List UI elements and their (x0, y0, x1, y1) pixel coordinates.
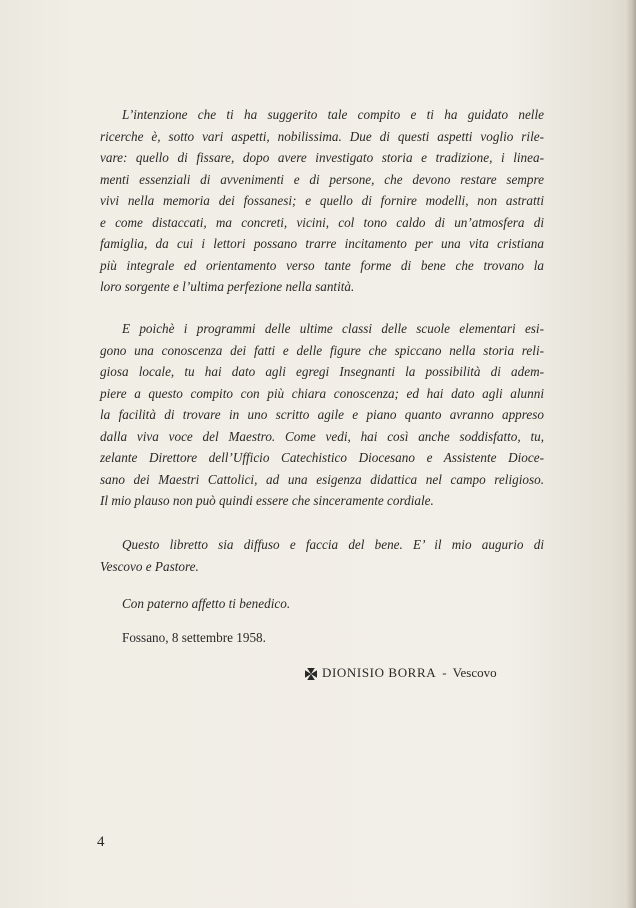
text-line: ricerche è, sotto vari aspetti, nobilissima. Due di questi aspetti voglio rile- (100, 128, 544, 144)
letter-paragraph-1 (100, 104, 544, 298)
text-line: la facilità di trovare in uno scritto agile e piano quanto avranno appreso (100, 407, 544, 422)
signature-separator: - (442, 665, 447, 680)
text-line: Questo libretto sia diffuso e faccia del bene. E’ il mio augurio di (122, 537, 544, 552)
maltese-cross-icon (304, 666, 318, 680)
text-line: zelante Direttore dell’Ufficio Catechistico Diocesano e Assistente Dioce- (100, 450, 544, 465)
text-line: vare: quello di fissare, dopo avere investigato storia e tradizione, i linea- (100, 150, 544, 165)
text-line: più integrale ed orientamento verso tante forme di bene che trovano la (100, 257, 544, 273)
text-line: Il mio plauso non può quindi essere che sinceramente cordiale. (100, 493, 434, 508)
signatory-name: DIONISIO BORRA (322, 665, 437, 680)
text-line: menti essenziali di avvenimenti e di persone, che devono restare sempre (100, 171, 544, 187)
place-and-date: Fossano, 8 settembre 1958. (122, 630, 266, 645)
text-line: E poichè i programmi delle ultime classi delle scuole elementari esi- (122, 321, 544, 336)
page-number: 4 (97, 834, 105, 850)
text-line: L’intenzione che ti ha suggerito tale compito e ti ha guidato nelle (122, 107, 544, 122)
text-line: famiglia, da cui i lettori possano trarre incitamento per una vita cristiana (100, 236, 544, 251)
letter-paragraph-3 (100, 534, 544, 577)
text-line: e come distaccati, ma concreti, vicini, col tono caldo di un’atmosfera di (100, 214, 544, 230)
closing-blessing: Con paterno affetto ti benedico. (122, 596, 291, 611)
text-line: sano dei Maestri Cattolici, ad una esigenza didattica nel campo religioso. (100, 471, 544, 487)
text-line: giosa locale, tu hai dato agli egregi Insegnanti la possibilità di adem- (100, 364, 544, 379)
page-edge-shadow (626, 0, 636, 908)
text-line: loro sorgente e l’ultima perfezione nella santità. (100, 279, 355, 294)
text-line: gono una conoscenza dei fatti e delle figure che spiccano nella storia reli- (100, 342, 544, 358)
text-line: piere a questo compito con più chiara conoscenza; ed hai dato agli alunni (100, 385, 544, 401)
text-line: dalla viva voce del Maestro. Come vedi, hai così anche soddisfatto, tu, (100, 428, 544, 444)
signatory-title: Vescovo (452, 665, 497, 680)
signature-block (304, 662, 497, 684)
text-line: Vescovo e Pastore. (100, 558, 199, 574)
letter-paragraph-2 (100, 318, 544, 512)
text-line: vivi nella memoria dei fossanesi; e quello di fornire modelli, non astratti (100, 193, 544, 208)
